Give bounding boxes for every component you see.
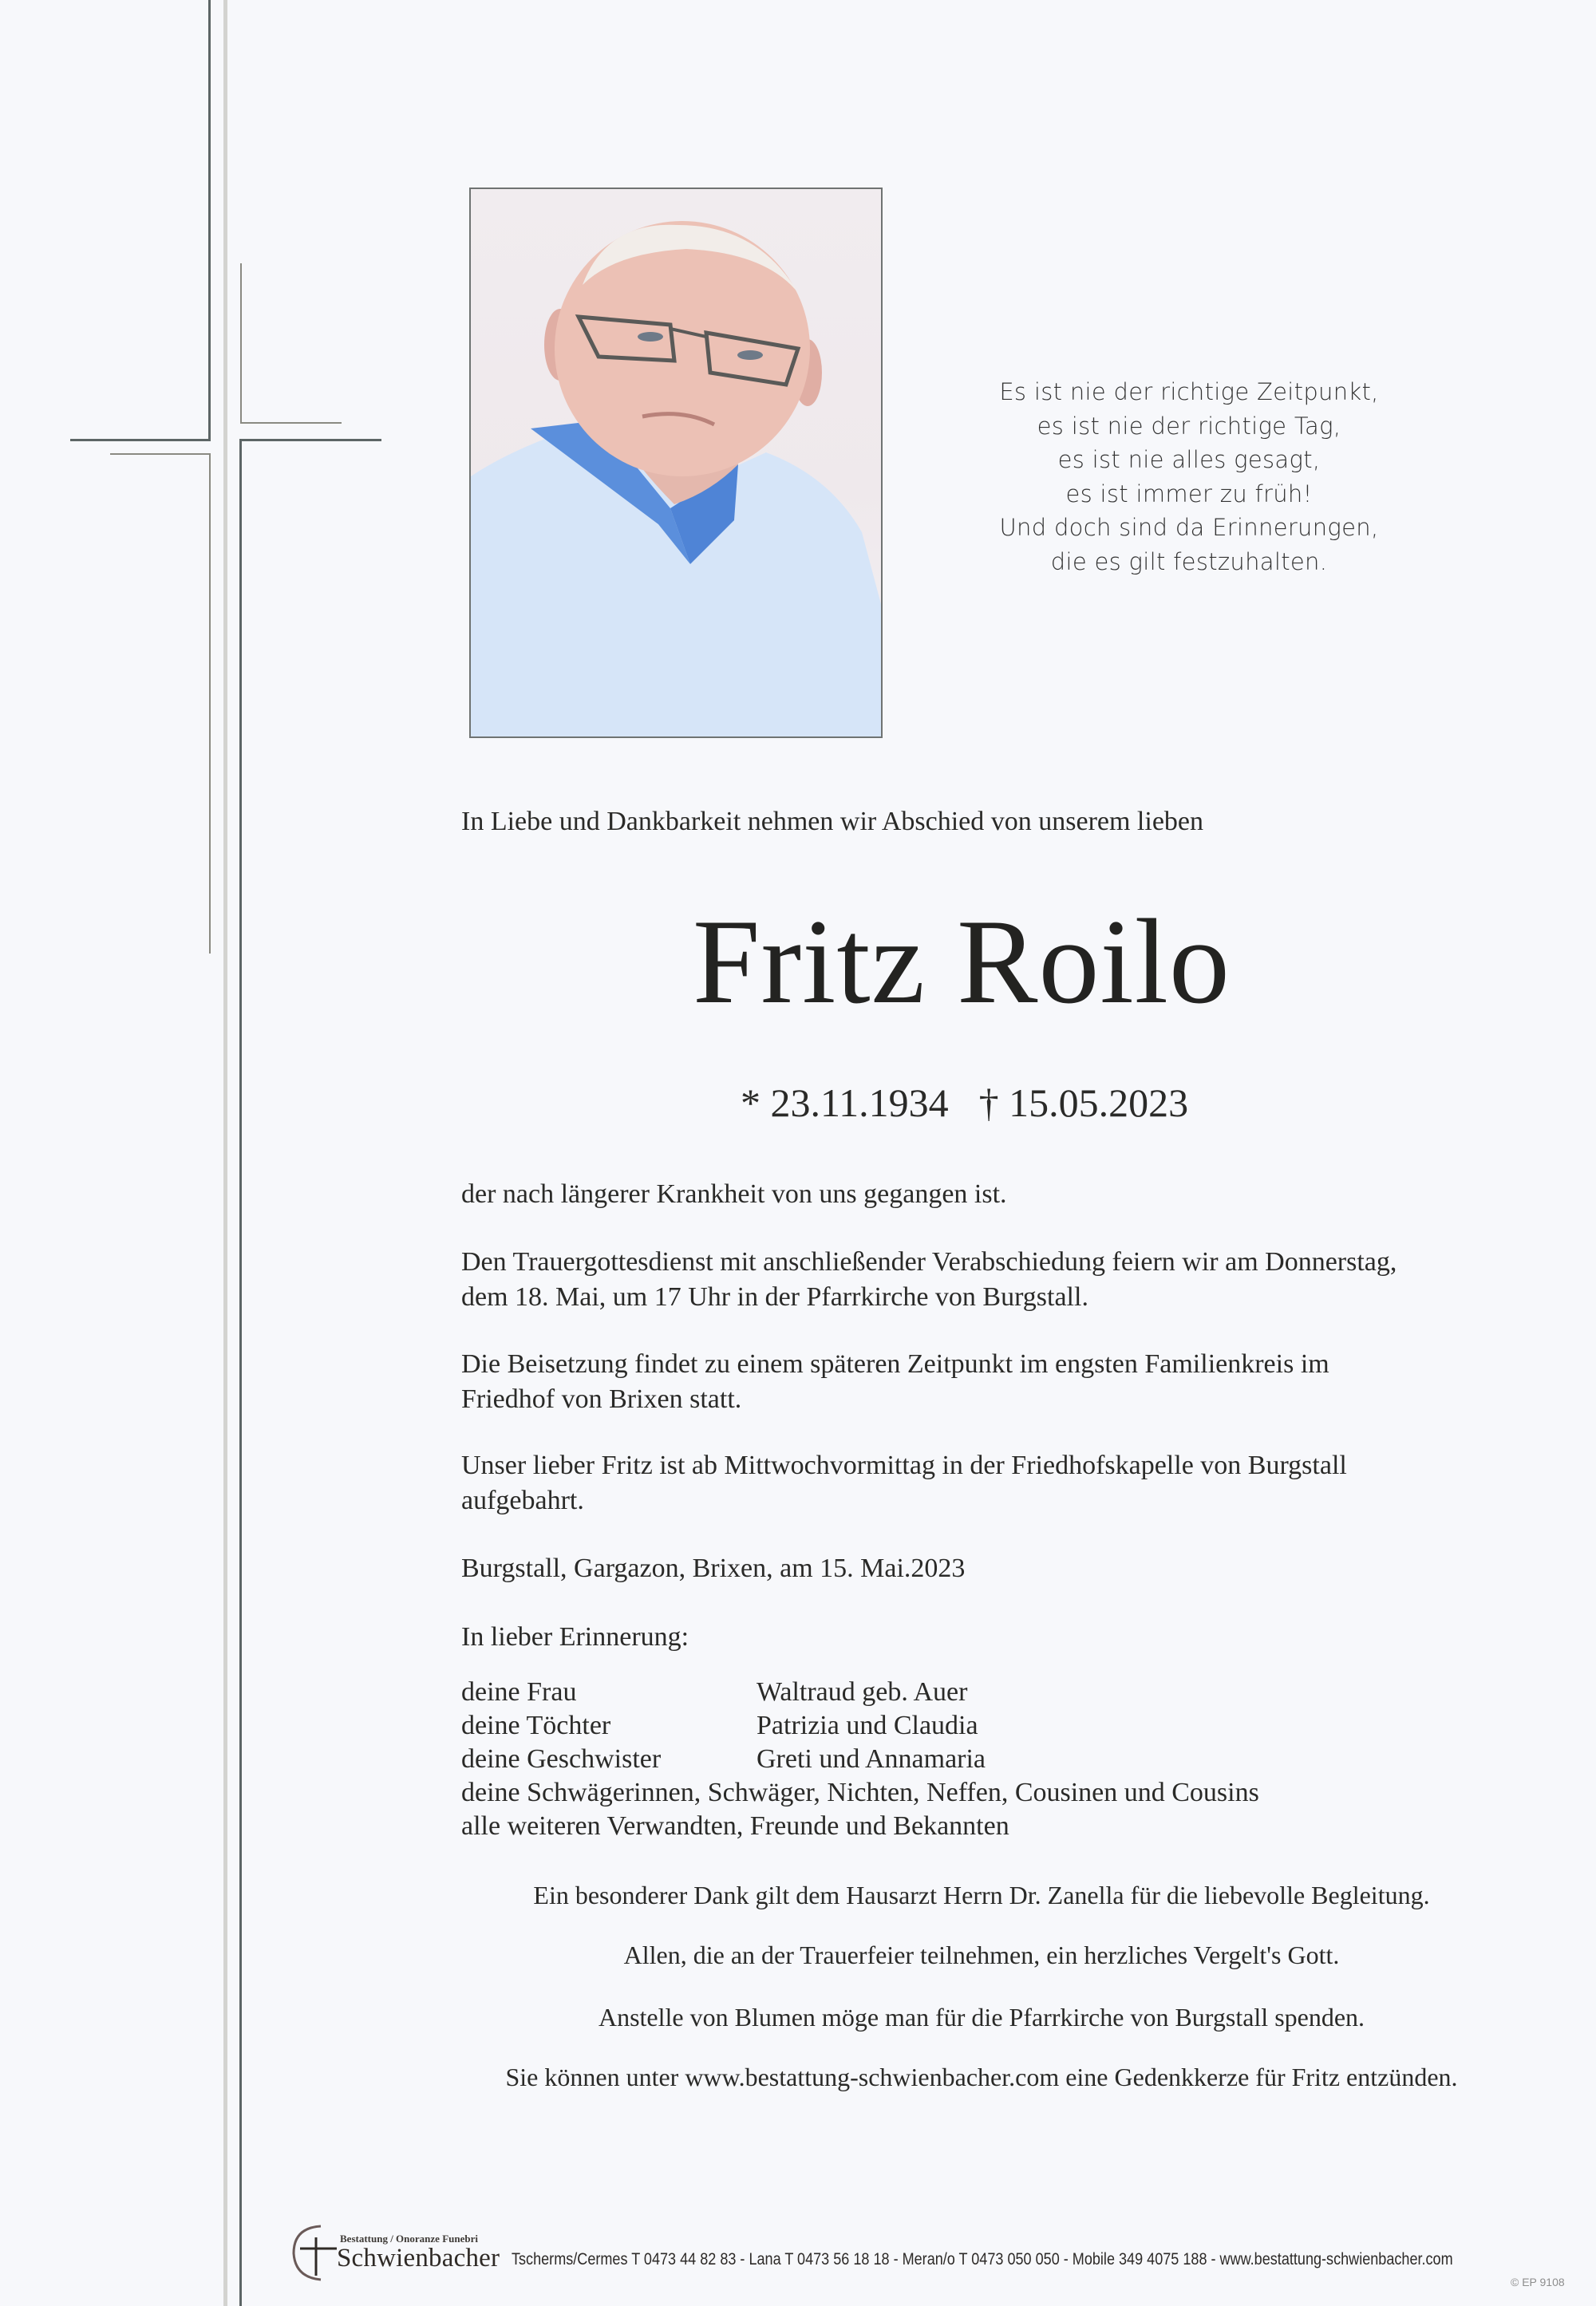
poem-line: es ist nie alles gesagt, xyxy=(1057,446,1321,473)
poem-line: die es gilt festzuhalten. xyxy=(1050,547,1328,575)
mourner-relation: deine Frau xyxy=(461,1677,577,1707)
paragraph-line: Die Beisetzung findet zu einem späteren Zeitpunkt im engsten Familienkreis im xyxy=(461,1349,1329,1379)
mourners-list xyxy=(461,1676,1259,1843)
mourner-row xyxy=(461,1743,1259,1776)
copyright-code: © EP 9108 xyxy=(1511,2276,1565,2288)
intro-text: In Liebe und Dankbarkeit nehmen wir Abschied von unserem lieben xyxy=(461,807,1204,836)
paragraph-line: aufgebahrt. xyxy=(461,1486,584,1515)
thanks-attendees: Allen, die an der Trauerfeier teilnehmen, ein herzliches Vergelt's Gott. xyxy=(623,1941,1340,1969)
cross-line-right-arm-inner xyxy=(240,422,342,424)
thanks-doctor: Ein besonderer Dank gilt dem Hausarzt Herrn Dr. Zanella für die liebevolle Begleitung. xyxy=(533,1881,1430,1909)
cross-line-lower-right-vertical xyxy=(239,439,242,2306)
paragraph-line: dem 18. Mai, um 17 Uhr in der Pfarrkirche von Burgstall. xyxy=(461,1282,1088,1312)
cross-line-left-arm xyxy=(70,439,211,441)
deceased-name: Fritz Roilo xyxy=(693,894,1231,1029)
death-date: † 15.05.2023 xyxy=(978,1080,1189,1125)
logo-brand: Schwienbacher xyxy=(337,2244,500,2272)
logo-subtitle: Bestattung / Onoranze Funebri xyxy=(340,2233,478,2245)
mourner-relation: deine Geschwister xyxy=(461,1744,662,1774)
poem-line: Und doch sind da Erinnerungen, xyxy=(999,514,1379,541)
poem-line: Es ist nie der richtige Zeitpunkt, xyxy=(999,378,1379,405)
paragraph-laying-out xyxy=(461,1448,1531,1518)
mourner-row xyxy=(461,1709,1259,1743)
cross-line-left-arm-inner xyxy=(110,453,211,455)
donation-note: Anstelle von Blumen möge man für die Pfarrkirche von Burgstall spenden. xyxy=(598,2003,1365,2032)
mourner-names: Patrizia und Claudia xyxy=(757,1711,978,1740)
portrait-photo xyxy=(469,188,883,738)
paragraph-line: Burgstall, Gargazon, Brixen, am 15. Mai.2023 xyxy=(461,1554,966,1583)
paragraph-passing xyxy=(461,1177,1531,1212)
paragraph-line: Unser lieber Fritz ist ab Mittwochvormittag in der Friedhofskapelle von Burgstall xyxy=(461,1451,1347,1480)
memorial-candle-note: Sie können unter www.bestattung-schwienbacher.com eine Gedenkkerze für Fritz entzünden. xyxy=(505,2063,1458,2091)
birth-date: * 23.11.1934 xyxy=(741,1080,949,1125)
cross-line-upper-left-vertical xyxy=(208,0,211,441)
paragraph-line: Friedhof von Brixen statt. xyxy=(461,1384,742,1414)
paragraph-funeral-service xyxy=(461,1245,1531,1315)
paragraph-line: der nach längerer Krankheit von uns gegangen ist. xyxy=(461,1179,1007,1209)
place-and-date xyxy=(461,1551,1531,1586)
paragraph-burial xyxy=(461,1347,1531,1417)
mourner-names: Waltraud geb. Auer xyxy=(757,1677,968,1707)
poem-line: es ist immer zu früh! xyxy=(1065,480,1313,507)
paragraph-line: Den Trauergottesdienst mit anschließender Verabschiedung feiern wir am Donnerstag, xyxy=(461,1247,1397,1277)
mourner-extra: deine Schwägerinnen, Schwäger, Nichten, Neffen, Cousinen und Cousins xyxy=(461,1778,1259,1807)
memorial-poem xyxy=(950,375,1428,578)
portrait-illustration xyxy=(471,189,881,736)
paragraph-line: In lieber Erinnerung: xyxy=(461,1622,689,1652)
mourner-names: Greti und Annamaria xyxy=(757,1744,986,1774)
funeral-home-logo xyxy=(289,2220,504,2284)
cross-line-lower-left-vertical xyxy=(209,453,211,954)
mourner-row xyxy=(461,1676,1259,1709)
cross-line-center-pale xyxy=(223,0,227,2306)
in-memory-heading xyxy=(461,1620,1531,1655)
mourner-extra: alle weiteren Verwandten, Freunde und Bekannten xyxy=(461,1811,1009,1841)
poem-line: es ist nie der richtige Tag, xyxy=(1037,412,1341,440)
cross-line-upper-right-vertical xyxy=(240,263,242,424)
cross-line-right-arm xyxy=(239,439,381,441)
mourner-relation: deine Töchter xyxy=(461,1711,611,1740)
contact-info: Tscherms/Cermes T 0473 44 82 83 - Lana T 0473 56 18 18 - Meran/o T 0473 050 050 - Mobile 349 4075 188 - www.bestattung-schwienbacher.com xyxy=(512,2250,1453,2268)
life-dates xyxy=(741,1077,1188,1128)
